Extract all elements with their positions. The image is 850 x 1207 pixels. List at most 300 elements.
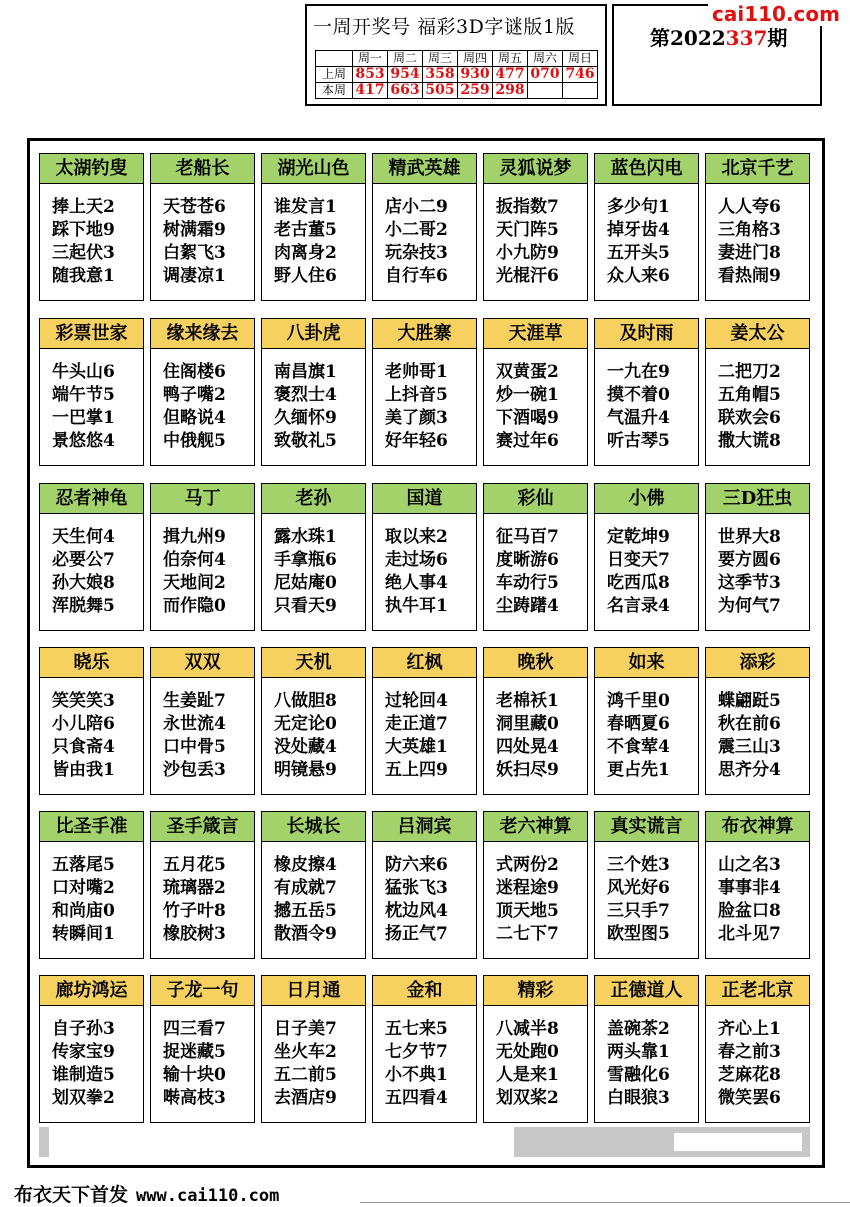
riddle-card [261, 153, 366, 301]
riddle-line: 输十块0 [163, 1065, 226, 1085]
riddle-card-title: 红枫 [372, 647, 477, 678]
riddle-line: 捉迷藏5 [163, 1042, 226, 1062]
riddle-line: 天生何4 [52, 527, 115, 547]
riddle-card [150, 153, 255, 301]
riddle-lines [385, 1018, 448, 1110]
weekday-label: 周日 [563, 51, 598, 67]
riddle-line: 上抖音5 [385, 385, 448, 405]
riddle-line: 二七下7 [496, 924, 559, 944]
riddle-lines [163, 1018, 226, 1110]
footer-url[interactable]: www.cai110.com [136, 1186, 280, 1206]
riddle-lines [718, 526, 781, 618]
riddle-line: 野人住6 [274, 266, 337, 286]
riddle-line: 小九防9 [496, 243, 559, 263]
riddle-lines [274, 361, 337, 453]
riddle-card [594, 483, 699, 631]
riddle-line: 秋在前6 [718, 714, 781, 734]
draw-number: 298 [493, 83, 528, 99]
riddle-line: 摸不着0 [607, 385, 670, 405]
riddle-line: 皆由我1 [52, 760, 115, 780]
riddle-card [483, 483, 588, 631]
riddle-line: 肉离身2 [274, 243, 337, 263]
riddle-lines [607, 361, 670, 453]
riddle-card-title: 长城长 [261, 811, 366, 842]
riddle-lines [718, 361, 781, 453]
riddle-card-title: 精彩 [483, 975, 588, 1006]
riddle-line: 北斗见7 [718, 924, 781, 944]
draw-number [528, 83, 563, 99]
riddle-lines [607, 854, 670, 946]
riddle-lines [496, 361, 559, 453]
riddle-lines [163, 854, 226, 946]
riddle-card [372, 153, 477, 301]
riddle-line: 掉牙齿4 [607, 220, 670, 240]
riddle-lines [52, 196, 115, 288]
riddle-lines [274, 854, 337, 946]
draw-number: 930 [458, 67, 493, 83]
footer-divider [360, 1202, 850, 1203]
riddle-card-title: 国道 [372, 483, 477, 514]
riddle-line: 微笑罢6 [718, 1088, 781, 1108]
riddle-line: 过轮回4 [385, 691, 448, 711]
riddle-line: 绝人事4 [385, 573, 448, 593]
riddle-card-title: 添彩 [705, 647, 810, 678]
riddle-line: 自行车6 [385, 266, 448, 286]
riddle-lines [163, 361, 226, 453]
riddle-card [483, 153, 588, 301]
riddle-line: 多少句1 [607, 197, 670, 217]
riddle-card-title: 晓乐 [39, 647, 144, 678]
riddle-lines [718, 854, 781, 946]
draw-number: 954 [388, 67, 423, 83]
riddle-card-title: 彩票世家 [39, 318, 144, 349]
riddle-lines [385, 526, 448, 618]
riddle-line: 露水珠1 [274, 527, 337, 547]
riddle-line: 笑笑笑3 [52, 691, 115, 711]
riddle-line: 芝麻花8 [718, 1065, 781, 1085]
riddle-lines [52, 1018, 115, 1110]
riddle-line: 七夕节7 [385, 1042, 448, 1062]
weekday-label: 周五 [493, 51, 528, 67]
riddle-line: 四处晃4 [496, 737, 559, 757]
riddle-lines [52, 690, 115, 782]
riddle-line: 天地间2 [163, 573, 226, 593]
riddle-line: 划双拳2 [52, 1088, 115, 1108]
riddle-line: 防六来6 [385, 855, 448, 875]
riddle-line: 随我意1 [52, 266, 115, 286]
draw-number: 358 [423, 67, 458, 83]
riddle-card-title: 天涯草 [483, 318, 588, 349]
riddle-lines [496, 526, 559, 618]
riddle-card [372, 811, 477, 959]
riddle-card [261, 318, 366, 466]
riddle-line: 人是来1 [496, 1065, 559, 1085]
draw-number: 746 [563, 67, 598, 83]
riddle-line: 春晒夏6 [607, 714, 670, 734]
riddle-lines [52, 854, 115, 946]
riddle-line: 要方圆6 [718, 550, 781, 570]
riddle-line: 雪融化6 [607, 1065, 670, 1085]
riddle-line: 五角帽5 [718, 385, 781, 405]
riddle-line: 赛过年6 [496, 431, 559, 451]
riddle-line: 五开头5 [607, 243, 670, 263]
riddle-line: 口中骨5 [163, 737, 226, 757]
issue-number [650, 22, 787, 51]
riddle-card [705, 811, 810, 959]
riddle-lines [163, 526, 226, 618]
riddle-line: 天苍苍6 [163, 197, 226, 217]
riddle-line: 小儿陪6 [52, 714, 115, 734]
riddle-card-title: 忍者神龟 [39, 483, 144, 514]
riddle-card [150, 647, 255, 795]
riddle-line: 琉璃器2 [163, 878, 226, 898]
riddle-line: 小二哥2 [385, 220, 448, 240]
riddle-card-title: 及时雨 [594, 318, 699, 349]
riddle-line: 妖扫尽9 [496, 760, 559, 780]
riddle-line: 去酒店9 [274, 1088, 337, 1108]
weekday-label: 周四 [458, 51, 493, 67]
riddle-lines [607, 196, 670, 288]
riddle-line: 口对嘴2 [52, 878, 115, 898]
riddle-lines [607, 526, 670, 618]
riddle-lines [718, 690, 781, 782]
riddle-line: 中俄舰5 [163, 431, 226, 451]
riddle-card [150, 483, 255, 631]
riddle-line: 自子孙3 [52, 1019, 115, 1039]
weekday-header-row [316, 51, 598, 67]
row-label: 本周 [316, 83, 353, 99]
riddle-card-title: 金和 [372, 975, 477, 1006]
riddle-line: 五月花5 [163, 855, 226, 875]
riddle-card [39, 318, 144, 466]
riddle-line: 揖九州9 [163, 527, 226, 547]
riddle-lines [718, 1018, 781, 1110]
riddle-card [39, 811, 144, 959]
riddle-lines [274, 526, 337, 618]
weekday-label: 周一 [353, 51, 388, 67]
riddle-card-title: 大胜寨 [372, 318, 477, 349]
riddle-line: 但略说4 [163, 408, 226, 428]
riddle-line: 名言录4 [607, 596, 670, 616]
riddle-line: 四三看7 [163, 1019, 226, 1039]
riddle-line: 伯奈何4 [163, 550, 226, 570]
riddle-line: 孙大娘8 [52, 573, 115, 593]
riddle-line: 生姜趾7 [163, 691, 226, 711]
riddle-lines [274, 690, 337, 782]
riddle-line: 谁发言1 [274, 197, 337, 217]
riddle-line: 南昌旗1 [274, 362, 337, 382]
riddle-line: 大英雄1 [385, 737, 448, 757]
riddle-card [261, 483, 366, 631]
riddle-lines [163, 196, 226, 288]
riddle-card [705, 647, 810, 795]
riddle-card-title: 精武英雄 [372, 153, 477, 184]
riddle-line: 三只手7 [607, 901, 670, 921]
riddle-line: 为何气7 [718, 596, 781, 616]
riddle-line: 鸿千里0 [607, 691, 670, 711]
riddle-card-title: 吕洞宾 [372, 811, 477, 842]
riddle-line: 玩杂技3 [385, 243, 448, 263]
riddle-line: 竹子叶8 [163, 901, 226, 921]
riddle-line: 无定论0 [274, 714, 337, 734]
riddle-card [705, 318, 810, 466]
riddle-line: 二把刀2 [718, 362, 781, 382]
riddle-lines [52, 361, 115, 453]
riddle-line: 天门阵5 [496, 220, 559, 240]
riddle-line: 坐火车2 [274, 1042, 337, 1062]
riddle-lines [385, 196, 448, 288]
riddle-line: 事事非4 [718, 878, 781, 898]
riddle-card [39, 483, 144, 631]
riddle-line: 洞里藏0 [496, 714, 559, 734]
site-logo[interactable]: cai110.com [708, 2, 844, 26]
draw-number: 417 [353, 83, 388, 99]
riddle-card-title: 湖光山色 [261, 153, 366, 184]
riddle-line: 走过场6 [385, 550, 448, 570]
riddle-line: 谁制造5 [52, 1065, 115, 1085]
riddle-line: 树满霜9 [163, 220, 226, 240]
riddle-card [150, 318, 255, 466]
riddle-line: 炒一碗1 [496, 385, 559, 405]
riddle-line: 小不典1 [385, 1065, 448, 1085]
riddle-line: 联欢会6 [718, 408, 781, 428]
riddle-lines [496, 1018, 559, 1110]
riddle-card-title: 老六神算 [483, 811, 588, 842]
riddle-card [483, 975, 588, 1123]
footer-text: 布衣天下首发 [14, 1184, 129, 1206]
riddle-line: 端午节5 [52, 385, 115, 405]
riddle-lines [52, 526, 115, 618]
riddle-line: 五落尾5 [52, 855, 115, 875]
riddle-line: 枕边风4 [385, 901, 448, 921]
riddle-line: 顶天地5 [496, 901, 559, 921]
riddle-card [483, 811, 588, 959]
riddle-line: 必要公7 [52, 550, 115, 570]
riddle-line: 看热闹9 [718, 266, 781, 286]
this-week-row [316, 83, 598, 99]
riddle-line: 鸭子嘴2 [163, 385, 226, 405]
riddle-line: 致敬礼5 [274, 431, 337, 451]
riddle-line: 景悠悠4 [52, 431, 115, 451]
riddle-line: 传家宝9 [52, 1042, 115, 1062]
riddle-line: 齐心上1 [718, 1019, 781, 1039]
riddle-card [261, 811, 366, 959]
riddle-line: 盖碗茶2 [607, 1019, 670, 1039]
riddle-line: 执牛耳1 [385, 596, 448, 616]
riddle-card-title: 正老北京 [705, 975, 810, 1006]
riddle-line: 扬正气7 [385, 924, 448, 944]
riddle-card [594, 811, 699, 959]
riddle-card-title: 晚秋 [483, 647, 588, 678]
riddle-line: 划双桨2 [496, 1088, 559, 1108]
riddle-card [150, 811, 255, 959]
riddle-grid [27, 138, 825, 1168]
issue-suffix: 期 [767, 26, 788, 50]
footer [14, 1180, 279, 1207]
riddle-card-title: 姜太公 [705, 318, 810, 349]
riddle-lines [718, 196, 781, 288]
riddle-card-title: 比圣手准 [39, 811, 144, 842]
riddle-line: 撼五岳5 [274, 901, 337, 921]
riddle-line: 扳指数7 [496, 197, 559, 217]
riddle-line: 风光好6 [607, 878, 670, 898]
riddle-line: 八做胆8 [274, 691, 337, 711]
bottom-bar-left [39, 1127, 49, 1157]
riddle-line: 人人夸6 [718, 197, 781, 217]
riddle-line: 式两份2 [496, 855, 559, 875]
riddle-line: 猛张飞3 [385, 878, 448, 898]
draw-number: 663 [388, 83, 423, 99]
riddle-line: 明镜悬9 [274, 760, 337, 780]
riddle-line: 和尚庙0 [52, 901, 115, 921]
riddle-card-title: 马丁 [150, 483, 255, 514]
riddle-card [372, 975, 477, 1123]
riddle-line: 老帅哥1 [385, 362, 448, 382]
riddle-card [705, 153, 810, 301]
riddle-card-title: 日月通 [261, 975, 366, 1006]
riddle-card-title: 真实谎言 [594, 811, 699, 842]
riddle-line: 三角格3 [718, 220, 781, 240]
riddle-line: 啭高枝3 [163, 1088, 226, 1108]
riddle-line: 众人来6 [607, 266, 670, 286]
riddle-line: 迷程途9 [496, 878, 559, 898]
riddle-line: 撒大谎8 [718, 431, 781, 451]
riddle-line: 蝶翩跹5 [718, 691, 781, 711]
riddle-card-title: 如来 [594, 647, 699, 678]
riddle-line: 浑脱舞5 [52, 596, 115, 616]
riddle-line: 只食斋4 [52, 737, 115, 757]
riddle-card [594, 318, 699, 466]
riddle-line: 白眼狼3 [607, 1088, 670, 1108]
riddle-line: 久缅怀9 [274, 408, 337, 428]
riddle-card [39, 647, 144, 795]
riddle-line: 永世流4 [163, 714, 226, 734]
riddle-card-title: 子龙一句 [150, 975, 255, 1006]
riddle-line: 五二前5 [274, 1065, 337, 1085]
riddle-card [150, 975, 255, 1123]
riddle-line: 尘踌躇4 [496, 596, 559, 616]
riddle-card [483, 647, 588, 795]
riddle-card [39, 153, 144, 301]
riddle-card-title: 小佛 [594, 483, 699, 514]
riddle-card-title: 正德道人 [594, 975, 699, 1006]
riddle-lines [496, 196, 559, 288]
riddle-card [705, 975, 810, 1123]
riddle-line: 日变天7 [607, 550, 670, 570]
riddle-line: 无处跑0 [496, 1042, 559, 1062]
riddle-card [594, 153, 699, 301]
riddle-line: 牛头山6 [52, 362, 115, 382]
riddle-lines [274, 1018, 337, 1110]
riddle-card-title: 双双 [150, 647, 255, 678]
riddle-line: 沙包丢3 [163, 760, 226, 780]
draw-number [563, 83, 598, 99]
riddle-card [261, 975, 366, 1123]
riddle-card [261, 647, 366, 795]
riddle-line: 一九在9 [607, 362, 670, 382]
riddle-line: 老棉袄1 [496, 691, 559, 711]
row-label: 上周 [316, 67, 353, 83]
riddle-card-title: 天机 [261, 647, 366, 678]
riddle-card-title: 蓝色闪电 [594, 153, 699, 184]
riddle-card-title: 老船长 [150, 153, 255, 184]
riddle-line: 脸盆口8 [718, 901, 781, 921]
riddle-line: 定乾坤9 [607, 527, 670, 547]
riddle-line: 双黄蛋2 [496, 362, 559, 382]
riddle-line: 有成就7 [274, 878, 337, 898]
draw-number: 070 [528, 67, 563, 83]
riddle-card [705, 483, 810, 631]
riddle-line: 白絮飞3 [163, 243, 226, 263]
riddle-line: 日子美7 [274, 1019, 337, 1039]
draw-number: 477 [493, 67, 528, 83]
riddle-line: 车动行5 [496, 573, 559, 593]
riddle-card [594, 975, 699, 1123]
riddle-line: 两头靠1 [607, 1042, 670, 1062]
riddle-line: 五上四9 [385, 760, 448, 780]
weekly-results-table [315, 50, 598, 99]
riddle-card-title: 老孙 [261, 483, 366, 514]
riddle-card-title: 彩仙 [483, 483, 588, 514]
riddle-lines [496, 854, 559, 946]
riddle-line: 只看天9 [274, 596, 337, 616]
riddle-lines [163, 690, 226, 782]
riddle-line: 不食荤4 [607, 737, 670, 757]
riddle-line: 而作隐0 [163, 596, 226, 616]
draw-number: 505 [423, 83, 458, 99]
riddle-lines [607, 690, 670, 782]
riddle-line: 三个姓3 [607, 855, 670, 875]
riddle-line: 一巴掌1 [52, 408, 115, 428]
riddle-card-title: 灵狐说梦 [483, 153, 588, 184]
riddle-lines [385, 854, 448, 946]
riddle-line: 更占先1 [607, 760, 670, 780]
riddle-card [372, 318, 477, 466]
riddle-line: 好年轻6 [385, 431, 448, 451]
riddle-line: 征马百7 [496, 527, 559, 547]
riddle-card-title: 缘来缘去 [150, 318, 255, 349]
draw-number: 853 [353, 67, 388, 83]
riddle-line: 手拿瓶6 [274, 550, 337, 570]
riddle-card-title: 北京千艺 [705, 153, 810, 184]
riddle-card-title: 八卦虎 [261, 318, 366, 349]
riddle-line: 调凄凉1 [163, 266, 226, 286]
weekday-label: 周二 [388, 51, 423, 67]
riddle-line: 吃西瓜8 [607, 573, 670, 593]
riddle-line: 踩下地9 [52, 220, 115, 240]
riddle-card [39, 975, 144, 1123]
riddle-card [372, 647, 477, 795]
riddle-line: 这季节3 [718, 573, 781, 593]
riddle-lines [274, 196, 337, 288]
riddle-line: 老古董5 [274, 220, 337, 240]
riddle-line: 褒烈士4 [274, 385, 337, 405]
riddle-card [594, 647, 699, 795]
weekday-label: 周三 [423, 51, 458, 67]
weekday-label: 周六 [528, 51, 563, 67]
riddle-line: 气温升4 [607, 408, 670, 428]
riddle-line: 五四看4 [385, 1088, 448, 1108]
riddle-line: 橡胶树3 [163, 924, 226, 944]
riddle-line: 橡皮擦4 [274, 855, 337, 875]
riddle-card-title: 圣手箴言 [150, 811, 255, 842]
riddle-card [483, 318, 588, 466]
riddle-lines [385, 361, 448, 453]
riddle-line: 尼姑庵0 [274, 573, 337, 593]
riddle-card-title: 太湖钓叟 [39, 153, 144, 184]
issue-highlight: 337 [725, 26, 768, 50]
riddle-line: 美了颜3 [385, 408, 448, 428]
